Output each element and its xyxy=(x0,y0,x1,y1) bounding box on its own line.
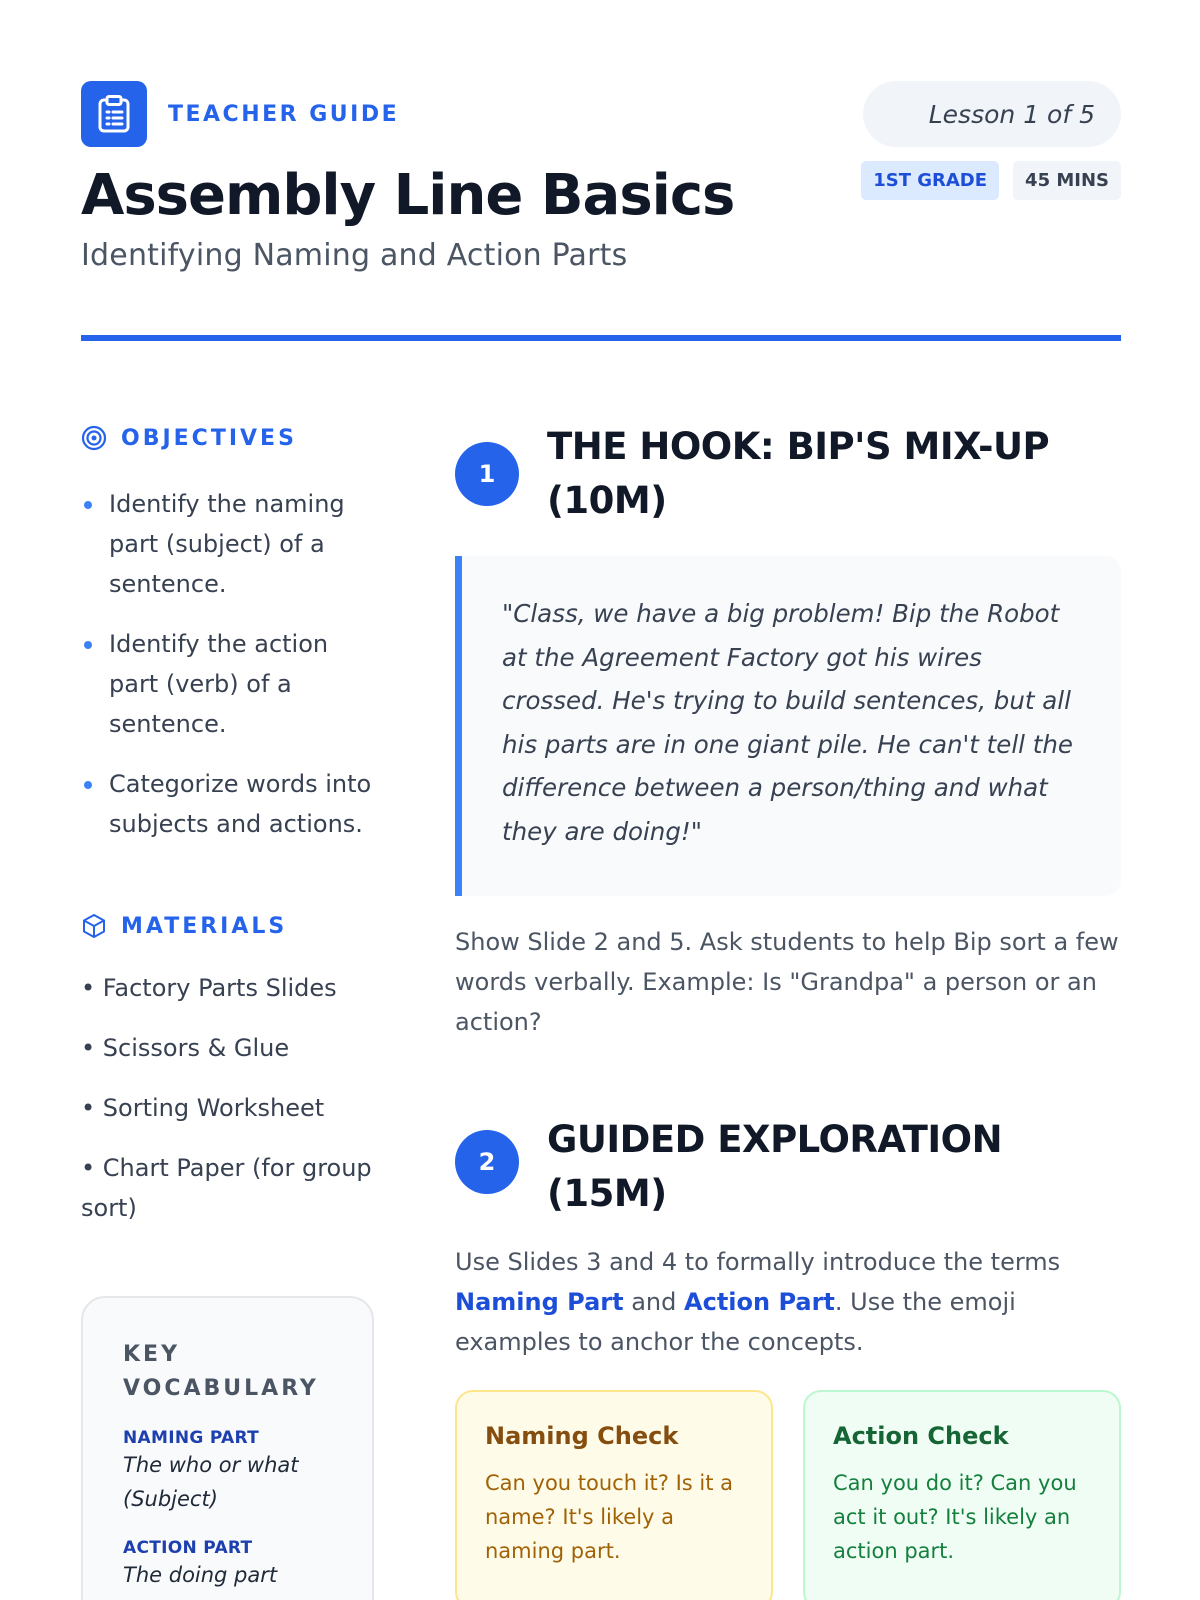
header-divider xyxy=(81,335,1121,341)
brand xyxy=(81,81,399,147)
text-segment: and xyxy=(623,1288,685,1316)
step-title: THE HOOK: BIP'S MIX-UP (10M) xyxy=(547,425,1050,522)
step-title: GUIDED EXPLORATION (15M) xyxy=(547,1118,1003,1215)
step-2-header xyxy=(455,1118,1067,1221)
objectives-list xyxy=(81,484,381,864)
vocab-definition-action: The doing part xyxy=(123,1563,278,1587)
page-subtitle: Identifying Naming and Action Parts xyxy=(81,238,628,273)
term-action-part: Action Part xyxy=(684,1288,835,1316)
vocab-definition-naming: The who or what (Subject) xyxy=(123,1453,299,1511)
list-item: • Chart Paper (for group sort) xyxy=(81,1154,372,1222)
list-item: Identify the action part (verb) of a sentence. xyxy=(81,624,381,744)
lesson-indicator: Lesson 1 of 5 xyxy=(863,81,1121,147)
naming-check-card xyxy=(455,1390,773,1600)
naming-check-title: Naming Check xyxy=(485,1422,679,1450)
action-check-body: Can you do it? Can you act it out? It's likely an action part. xyxy=(833,1471,1077,1563)
lesson-page xyxy=(81,0,1121,1600)
objectives-label: OBJECTIVES xyxy=(121,425,297,451)
step-1-instruction: Show Slide 2 and 5. Ask students to help Bip sort a few words verbally. Example: Is "Grandpa" a person or an action? xyxy=(455,928,1119,1036)
list-item: • Sorting Worksheet xyxy=(81,1094,325,1122)
list-item: Identify the naming part (subject) of a sentence. xyxy=(81,484,381,604)
target-icon xyxy=(81,425,107,451)
vocabulary-heading: KEY VOCABULARY xyxy=(123,1342,319,1401)
box-icon xyxy=(81,913,107,939)
list-item: Categorize words into subjects and actions. xyxy=(81,764,381,844)
page-title: Assembly Line Basics xyxy=(81,163,735,228)
term-naming-part: Naming Part xyxy=(455,1288,624,1316)
objectives-heading xyxy=(81,425,297,451)
text-segment: Use Slides 3 and 4 to formally introduce the terms xyxy=(455,1248,1061,1276)
guide-label: TEACHER GUIDE xyxy=(168,101,400,127)
step-1-header xyxy=(455,425,1067,528)
clipboard-icon xyxy=(81,81,147,147)
materials-heading xyxy=(81,913,287,939)
meta-badges xyxy=(861,161,1121,200)
teacher-script-quote: "Class, we have a big problem! Bip the Robot at the Agreement Factory got his wires crossed. He's trying to build sentences, but all his parts are in one giant pile. He can't tell the difference between a person/thing and what they are doing!" xyxy=(455,556,1121,896)
list-item: • Factory Parts Slides xyxy=(81,974,337,1002)
list-item: • Scissors & Glue xyxy=(81,1034,290,1062)
text-segment: . Use the emoji examples to anchor the concepts. xyxy=(455,1288,1016,1356)
step-number-badge: 1 xyxy=(455,442,519,506)
naming-check-body: Can you touch it? Is it a name? It's likely a naming part. xyxy=(485,1471,734,1563)
materials-label: MATERIALS xyxy=(121,913,288,939)
vocab-term-action: ACTION PART xyxy=(123,1538,253,1558)
action-check-card xyxy=(803,1390,1121,1600)
step-number-badge: 2 xyxy=(455,1130,519,1194)
vocabulary-card xyxy=(81,1296,374,1600)
action-check-title: Action Check xyxy=(833,1422,1009,1450)
grade-badge: 1ST GRADE xyxy=(861,161,999,200)
materials-list xyxy=(81,968,381,1248)
step-2-instruction xyxy=(455,1242,1121,1362)
vocab-term-naming: NAMING PART xyxy=(123,1428,260,1448)
duration-badge: 45 MINS xyxy=(1013,161,1121,200)
